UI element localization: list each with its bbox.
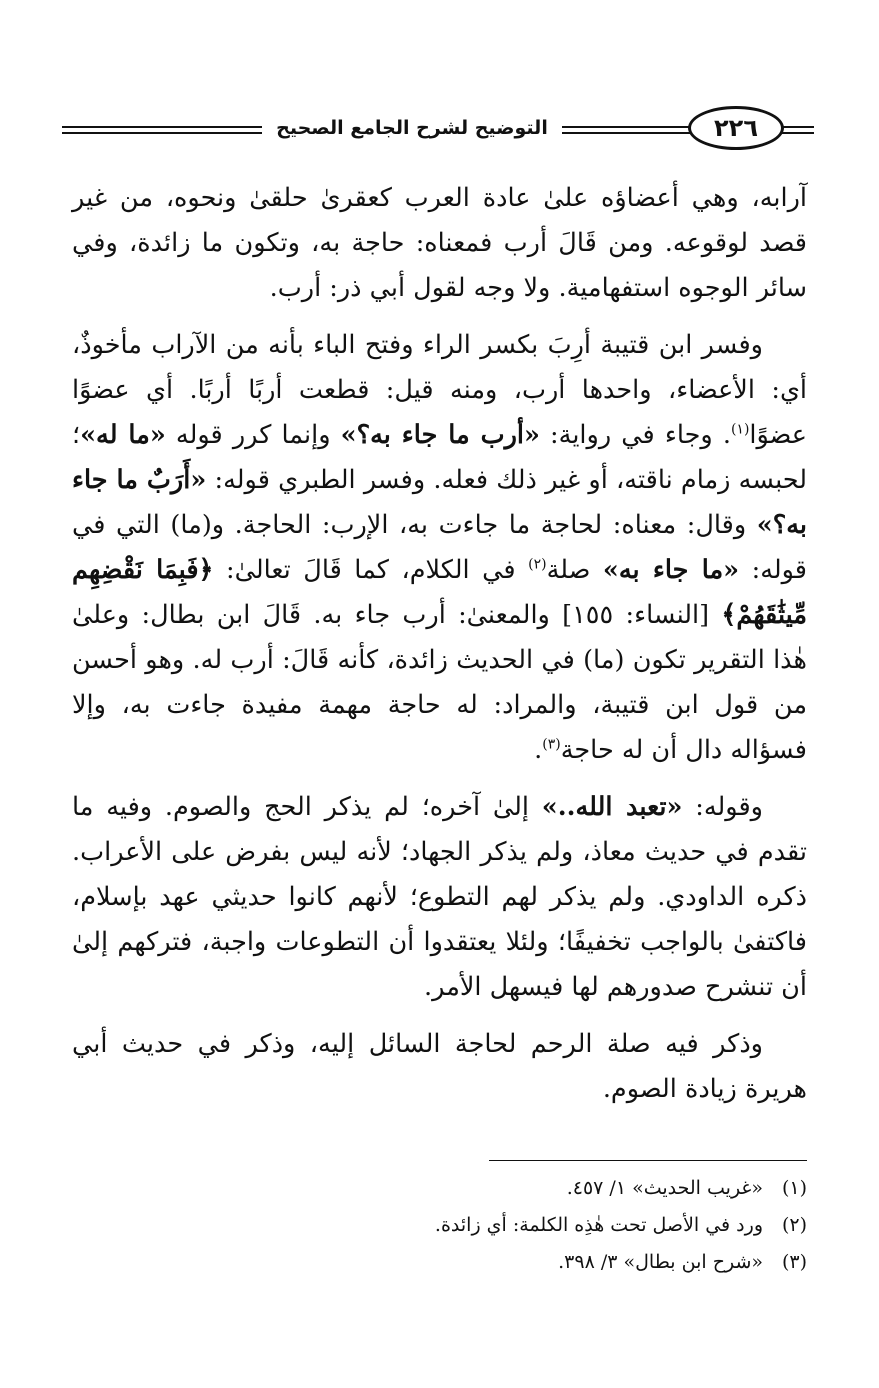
text-run: إلىٰ آخره؛ لم يذكر الحج والصوم. وفيه ما تقدم في حديث معاذ، ولم يذكر الجهاد؛ لأنه ليس بفرض على الأعراب. ذكره الداودي. ولم يذكر لهم التطوع؛ لأنهم كانوا حديثي عهد بإسلام، فاكتفىٰ بالواجب تخفيفًا؛ ولئلا يعتقدوا أن التطوعات واجبة، فتركهم إلىٰ أن تنشرح صدورهم لها فيسهل الأمر. [72,792,807,1002]
text-run: وفسر ابن قتيبة أرِبَ بكسر الراء وفتح الباء بأنه من الآراب مأخوذٌ، أي: الأعضاء، واحدها أرب، ومنه قيل: قطعت أربًا أربًا. أي عضوًا عضوًا [72,330,807,450]
footnote [72,1170,807,1207]
quotation: «أرب ما جاء به؟» [340,420,540,450]
footnote [72,1244,807,1281]
quotation: ﴿فَبِمَا نَقْضِهِم مِّيثَٰقَهُمْ﴾ [72,555,808,630]
footnote-number: (١) [781,1177,807,1199]
quotation: «ما له» [80,420,166,450]
quotation: «ما جاء به» [602,555,740,585]
text-run: في الكلام، كما قَالَ تعالىٰ: [213,555,529,585]
footnote-marker: (١) [730,421,750,438]
footnote-marker: (٢) [528,556,547,573]
footnote-marker: (٣) [542,736,561,753]
text-run: . [534,735,543,765]
paragraph: وذكر فيه صلة الرحم لحاجة السائل إليه، وذكر في حديث أبي هريرة زيادة الصوم. [72,1029,807,1104]
page-header [62,100,814,156]
footnote-number: (٢) [781,1214,807,1236]
text-run: صلة [546,555,603,585]
text-run: . وجاء في رواية: [539,420,731,450]
paragraph [72,785,807,1010]
main-text [72,176,807,1112]
footnote-text: ورد في الأصل تحت هٰذِه الكلمة: أي زائدة. [434,1214,763,1236]
quotation: «تعبد الله..» [541,792,683,822]
quotation: «أَرَبٌ ما جاء به؟» [72,465,807,540]
text-run: ؛ لحبسه زمام ناقته، أو غير ذلك فعله. وفسر الطبري قوله: [72,420,807,495]
paragraph [72,323,807,773]
footnotes [72,1170,807,1281]
running-title: التوضيح لشرح الجامع الصحيح [262,115,562,141]
text-run: وقال: معناه: لحاجة ما جاءت به، الإرب: الحاجة. و(ما) التي في قوله: [72,510,807,585]
footnote-separator [489,1160,807,1161]
text-run: وإنما كرر قوله [165,420,341,450]
paragraph: آرابه، وهي أعضاؤه علىٰ عادة العرب كعقرىٰ حلقىٰ ونحوه، من غير قصد لوقوعه. ومن قَالَ أرب فمعناه: حاجة به، وتكون ما زائدة، وفي سائر الوجوه استفهامية. ولا وجه لقول أبي ذر: أرب. [72,183,807,303]
footnote-text: «شرح ابن بطال» ٣/ ٣٩٨. [558,1251,763,1273]
footnote-number: (٣) [781,1251,807,1273]
footnote [72,1207,807,1244]
footnote-text: «غريب الحديث» ١/ ٤٥٧. [566,1177,763,1199]
text-run: [النساء: ١٥٥] والمعنىٰ: أرب جاء به. قَالَ ابن بطال: وعلىٰ هٰذا التقرير تكون (ما) في الحديث زائدة، كأنه قَالَ: أرب له. وهو أحسن من قول ابن قتيبة، والمراد: له حاجة مهمة مفيدة جاءت به، وإلا فسؤاله دال أن له حاجة [72,600,807,765]
text-run: وقوله: [682,792,763,822]
page-number-badge: ٢٢٦ [688,106,784,150]
